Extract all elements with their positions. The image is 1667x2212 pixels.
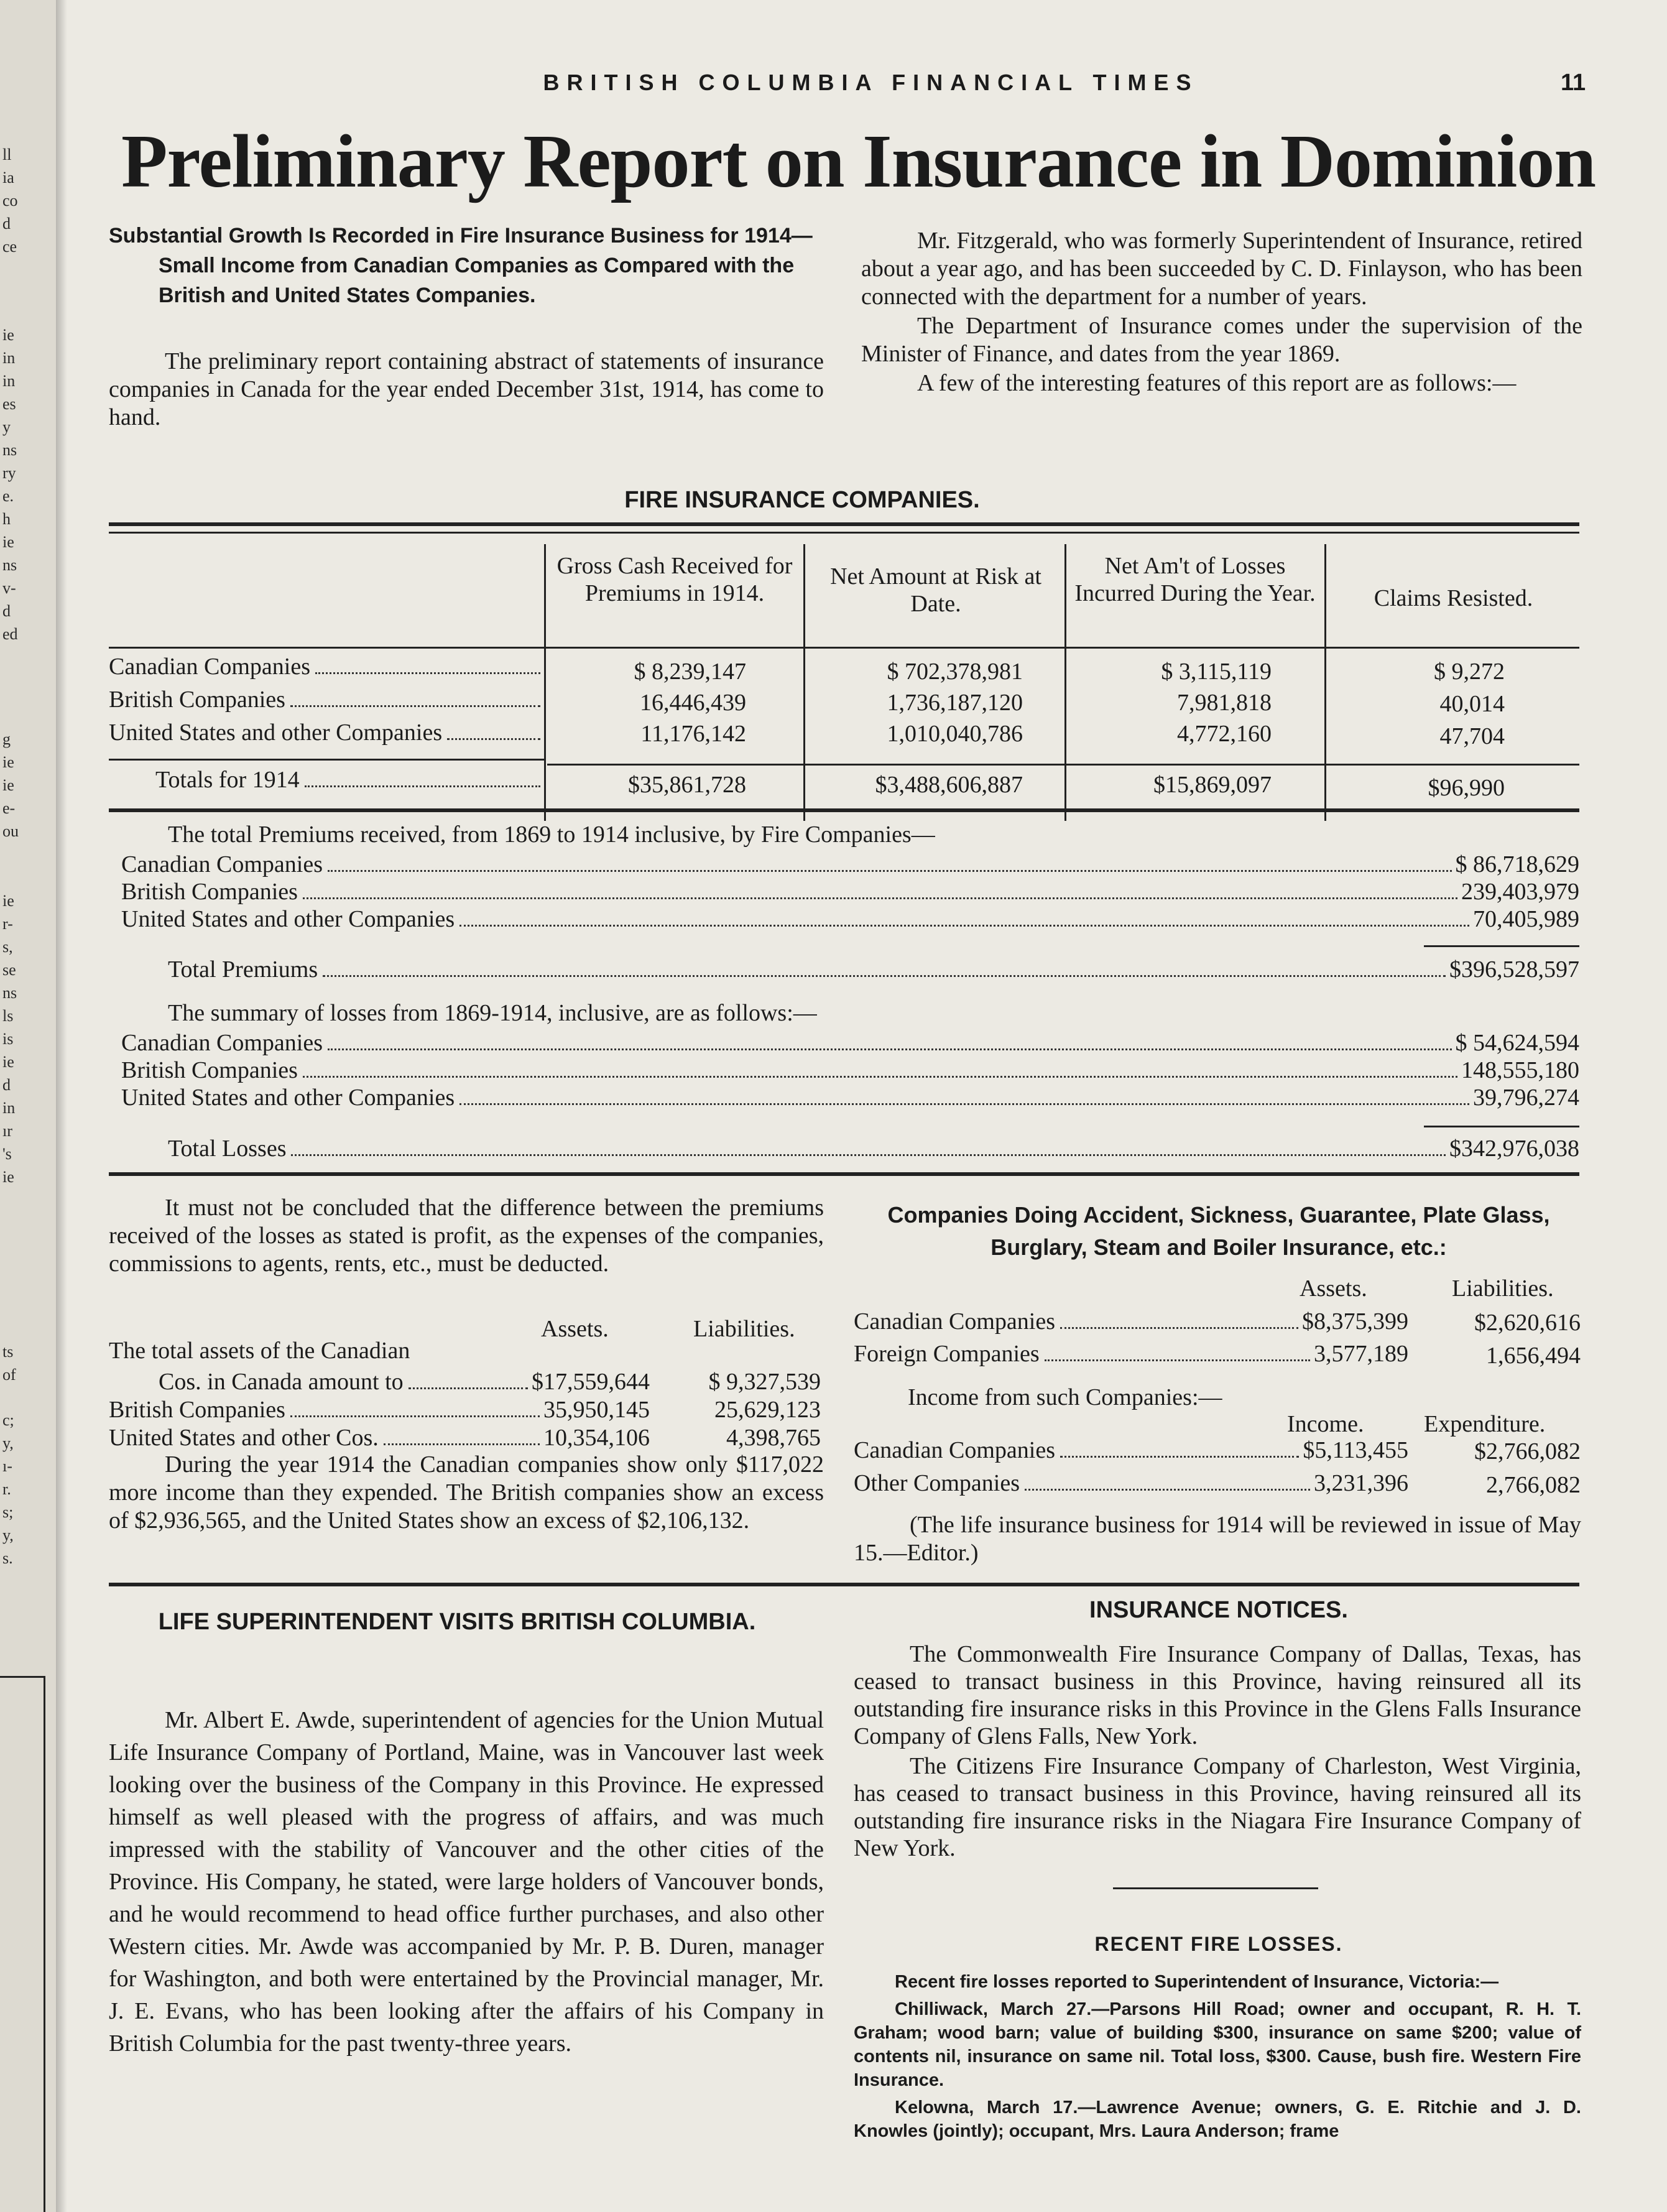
cell-other-expenditure: 2,766,082 [1486, 1472, 1581, 1498]
cell-total-claims: $96,990 [1428, 775, 1505, 801]
intro-right-column [861, 227, 1582, 397]
table-header-rule [109, 647, 1579, 649]
losses-summary-intro: The summary of losses from 1869-1914, inclusive, are as follows:— [168, 1000, 817, 1026]
gutter-fragments-mid [0, 323, 18, 646]
intro-left-column [109, 221, 824, 432]
cell-canadian-risk: $ 702,378,981 [887, 659, 1023, 685]
gutter-fragment: d [2, 215, 11, 233]
table-col-divider-3 [1064, 544, 1066, 821]
total-losses-row: Total Losses $342,976,038 [168, 1136, 1579, 1162]
gutter-fragment: d [2, 1076, 11, 1094]
cell-british-claims: 40,014 [1439, 691, 1505, 717]
gutter-fragment: e- [2, 799, 16, 817]
table-row: Canadian Companies [109, 653, 544, 680]
life-article-heading: LIFE SUPERINTENDENT VISITS BRITISH COLUMBIA. [158, 1609, 756, 1635]
assets-intro: The total assets of the Canadian [109, 1338, 410, 1364]
gutter-fragment: c; [2, 1411, 14, 1429]
intro-paragraph-3: The Department of Insurance comes under the supervision of the Minister of Finance, and dates from the year 1869. [861, 313, 1582, 367]
cell-total-premiums: $35,861,728 [628, 772, 746, 798]
gutter-fragment: s; [2, 1503, 14, 1521]
editor-note-column [854, 1511, 1581, 1567]
gutter-fragment: ie [2, 753, 14, 771]
table-row: British Companies [109, 686, 544, 713]
gutter-fragment: ll [2, 146, 12, 164]
table-row: United States and other Cos. 10,354,106 [109, 1425, 650, 1451]
gutter-fragment: of [2, 1366, 16, 1384]
cell-accident-canadian-liabilities: $2,620,616 [1474, 1310, 1581, 1336]
table-col-divider-2 [803, 544, 805, 821]
totals-rule [547, 764, 1579, 766]
gutter-fragment: d [2, 602, 11, 620]
table-row: British Companies 35,950,145 [109, 1397, 650, 1423]
gutter-fragments-bottom [0, 1409, 14, 1570]
gutter-fragment: ry [2, 464, 16, 482]
gutter-fragment: se [2, 961, 16, 979]
gutter-fragment: r- [2, 915, 13, 933]
totals-row: Totals for 1914 [155, 766, 544, 794]
gutter-fragment: in [2, 349, 16, 367]
fire-losses-heading: RECENT FIRE LOSSES. [1094, 1933, 1343, 1955]
gutter-fragment: v- [2, 579, 16, 597]
gutter-fragment: ou [2, 822, 19, 840]
cell-accident-foreign-liabilities: 1,656,494 [1486, 1343, 1581, 1369]
gutter-fragment: 's [2, 1145, 12, 1163]
cell-liabilities-british: 25,629,123 [714, 1397, 821, 1423]
notice-paragraph-1: The Commonwealth Fire Insurance Company of Dallas, Texas, has ceased to transact business in this Province, having reinsured all its outstanding fire insurance risks in this Province in the Glens Falls Insurance Company of Glens Falls, New York. [854, 1641, 1581, 1749]
gutter-fragment: ce [2, 238, 17, 256]
losses-sum-rule [1424, 1126, 1579, 1127]
expenditure-header: Expenditure. [1424, 1411, 1546, 1437]
facing-page-gutter [0, 0, 56, 2212]
gutter-fragment: ır [2, 1122, 12, 1140]
totals-rule-label [109, 759, 544, 761]
page-number: 11 [1561, 70, 1586, 96]
notice-paragraph-2: The Citizens Fire Insurance Company of Charleston, West Virginia, has ceased to transact business in this Province, having reinsured all its outstanding fire insurance risks in the Niagara Fire Insurance Company of New York. [854, 1753, 1581, 1861]
gutter-fragments-top [0, 143, 18, 258]
premiums-sum-rule [1424, 945, 1579, 947]
col-header-risk: Net Amount at Risk at Date. [830, 563, 1041, 617]
gutter-fragment: es [2, 395, 16, 413]
profit-note: It must not be concluded that the difference between the premiums received of the losses as stated is profit, as the expenses of the companies, commissions to agents, rents, etc., must be deducted. [109, 1195, 824, 1277]
cell-total-risk: $3,488,606,887 [875, 772, 1023, 798]
list-item: Canadian Companies $ 54,624,594 [121, 1030, 1579, 1056]
intro-paragraph-1: The preliminary report containing abstract of statements of insurance companies in Canada for the year ended December 31st, 1914, has come to hand. [109, 348, 824, 430]
cell-canadian-claims: $ 9,272 [1434, 659, 1505, 685]
gutter-fragment: y [2, 418, 11, 436]
gutter-fragments-mid2 [0, 728, 19, 843]
cell-liabilities-us: 4,398,765 [726, 1425, 821, 1451]
list-item: United States and other Companies 70,405,989 [121, 906, 1579, 932]
table-row: Canadian Companies $5,113,455 [854, 1437, 1408, 1463]
gutter-fragment: y, [2, 1526, 14, 1544]
gutter-fragments-low [0, 889, 17, 1188]
editor-note: (The life insurance business for 1914 will be reviewed in issue of May 15.—Editor.) [854, 1512, 1581, 1566]
running-header: BRITISH COLUMBIA FINANCIAL TIMES [543, 70, 1199, 95]
gutter-fragment: ie [2, 1168, 14, 1186]
list-item: Canadian Companies $ 86,718,629 [121, 851, 1579, 877]
gutter-fragment: ts [2, 1343, 14, 1361]
table-row: Foreign Companies 3,577,189 [854, 1341, 1408, 1367]
gutter-fragment: is [2, 1030, 14, 1048]
gutter-fragment: s, [2, 938, 13, 956]
table-top-rule-2 [109, 532, 1579, 534]
page-fold-shadow [56, 0, 67, 2212]
gutter-fragment: co [2, 192, 18, 210]
cell-us-claims: 47,704 [1439, 723, 1505, 749]
accident-liabilities-header: Liabilities. [1452, 1275, 1554, 1302]
gutter-fragment: h [2, 510, 11, 528]
table-row: Other Companies 3,231,396 [854, 1470, 1408, 1496]
cell-canadian-premiums: $ 8,239,147 [634, 659, 746, 685]
gutter-fragment: r. [2, 1480, 11, 1498]
table-bottom-rule [109, 808, 1579, 812]
table-col-divider-1 [544, 544, 546, 821]
profit-note-column [109, 1194, 824, 1278]
intro-paragraph-4: A few of the interesting features of this report are as follows:— [917, 370, 1517, 396]
list-item: United States and other Companies 39,796,274 [121, 1085, 1579, 1111]
gutter-fragment: s. [2, 1549, 13, 1567]
intro-paragraph-2: Mr. Fitzgerald, who was formerly Superintendent of Insurance, retired about a year ago, and has been succeeded by C. D. Finlayson, who has been connected with the department for a number of years. [861, 228, 1582, 310]
col-header-claims: Claims Resisted. [1374, 585, 1533, 611]
section-divider-rule-2 [109, 1583, 1579, 1586]
gutter-fragment: ls [2, 1007, 14, 1025]
table-top-rule [109, 522, 1579, 526]
notices-heading: INSURANCE NOTICES. [1089, 1597, 1348, 1623]
gutter-fragment: ie [2, 1053, 14, 1071]
gutter-fragment: ie [2, 326, 14, 344]
gutter-fragment: ı- [2, 1457, 12, 1475]
cell-us-premiums: 11,176,142 [640, 721, 746, 747]
table-row: United States and other Companies [109, 719, 544, 746]
table-row: Cos. in Canada amount to $17,559,644 [159, 1369, 650, 1395]
cell-canadian-losses: $ 3,115,119 [1161, 659, 1272, 685]
cell-liabilities-canadian: $ 9,327,539 [708, 1369, 821, 1395]
cell-british-risk: 1,736,187,120 [887, 690, 1023, 716]
gutter-fragment: ie [2, 533, 14, 551]
income-intro: Income from such Companies:— [908, 1384, 1222, 1410]
gutter-fragment: y, [2, 1434, 14, 1452]
fire-losses-column [854, 1970, 1581, 2143]
gutter-fragment: ns [2, 984, 17, 1002]
life-article-body: Mr. Albert E. Awde, superintendent of agencies for the Union Mutual Life Insurance Company of Portland, Maine, was in Vancouver last week looking over the business of the Company in this Province. He expressed himself as well pleased with the progress of affairs, and was much impressed with the stability of Vancouver and the other cities of the Province. His Company, he stated, were large holders of Vancouver bonds, and he would recommend to head office further purchases, and also other Western cities. Mr. Awde was accompanied by Mr. P. B. Duren, manager for Washington, and both were entertained by the Provincial manager, Mr. J. E. Evans, who has been looking after the affairs of his Company in British Columbia for the past twenty-three years. [109, 1707, 824, 2057]
gutter-fragment: ed [2, 625, 18, 643]
income-header: Income. [1287, 1411, 1364, 1437]
gutter-fragment: in [2, 372, 16, 390]
article-title: Preliminary Report on Insurance in Dominion [121, 119, 1596, 203]
binder-edge [0, 1676, 45, 2212]
assets-conclusion: During the year 1914 the Canadian companies show only $117,022 more income than they expended. The British companies show an excess of $2,936,565, and the United States show an excess of $2,106,132. [109, 1451, 824, 1534]
fire-table-heading: FIRE INSURANCE COMPANIES. [624, 487, 980, 513]
gutter-fragment: ns [2, 441, 17, 459]
liabilities-col-header: Liabilities. [693, 1316, 795, 1342]
cell-british-premiums: 16,446,439 [640, 690, 746, 716]
notices-column [854, 1640, 1581, 1862]
notices-end-rule [1113, 1887, 1318, 1889]
col-header-premiums: Gross Cash Received for Premiums in 1914. [556, 553, 793, 606]
fire-losses-intro: Recent fire losses reported to Superintendent of Insurance, Victoria:— [895, 1972, 1499, 1992]
article-subtitle: Substantial Growth Is Recorded in Fire Insurance Business for 1914—Small Income from Canadian Companies as Compared with the British and United States Companies. [109, 224, 813, 307]
gutter-fragment: ia [2, 169, 14, 187]
list-item: British Companies 148,555,180 [121, 1057, 1579, 1083]
fire-loss-item: Kelowna, March 17.—Lawrence Avenue; owners, G. E. Ritchie and J. D. Knowles (jointly); occupant, Mrs. Laura Anderson; frame [854, 2098, 1581, 2141]
col-header-losses: Net Am't of Losses Incurred During the Year. [1074, 553, 1316, 606]
gutter-fragment: e. [2, 487, 14, 505]
table-row: Canadian Companies $8,375,399 [854, 1308, 1408, 1335]
gutter-fragment: ns [2, 556, 17, 574]
assets-col-header: Assets. [541, 1316, 609, 1342]
section-divider-rule [109, 1172, 1579, 1176]
cell-british-losses: 7,981,818 [1177, 690, 1272, 716]
accident-assets-header: Assets. [1300, 1275, 1367, 1302]
table-col-divider-4 [1324, 544, 1326, 821]
total-premiums-row: Total Premiums $396,528,597 [168, 956, 1579, 983]
gutter-fragment: in [2, 1099, 16, 1117]
list-item: British Companies 239,403,979 [121, 879, 1579, 905]
gutter-fragment: ie [2, 776, 14, 794]
cell-total-losses: $15,869,097 [1153, 772, 1272, 798]
gutter-fragment: ie [2, 892, 14, 910]
cell-us-losses: 4,772,160 [1177, 721, 1272, 747]
cell-canadian-expenditure: $2,766,082 [1474, 1438, 1581, 1465]
life-article-column [109, 1704, 824, 2060]
fire-loss-item: Chilliwack, March 27.—Parsons Hill Road; owner and occupant, R. H. T. Graham; wood barn; value of building $300, insurance on same $200; value of contents nil, insurance on same nil. Total loss, $300. Cause, bush fire. Western Fire Insurance. [854, 1999, 1581, 2090]
gutter-fragment: g [2, 730, 11, 748]
gutter-fragments-low2 [0, 1340, 16, 1386]
assets-conclusion-column [109, 1451, 824, 1535]
premiums-summary-intro: The total Premiums received, from 1869 to 1914 inclusive, by Fire Companies— [168, 821, 935, 848]
cell-us-risk: 1,010,040,786 [887, 721, 1023, 747]
accident-heading: Companies Doing Accident, Sickness, Guarantee, Plate Glass, Burglary, Steam and Boiler Insurance, etc.: [887, 1202, 1550, 1260]
